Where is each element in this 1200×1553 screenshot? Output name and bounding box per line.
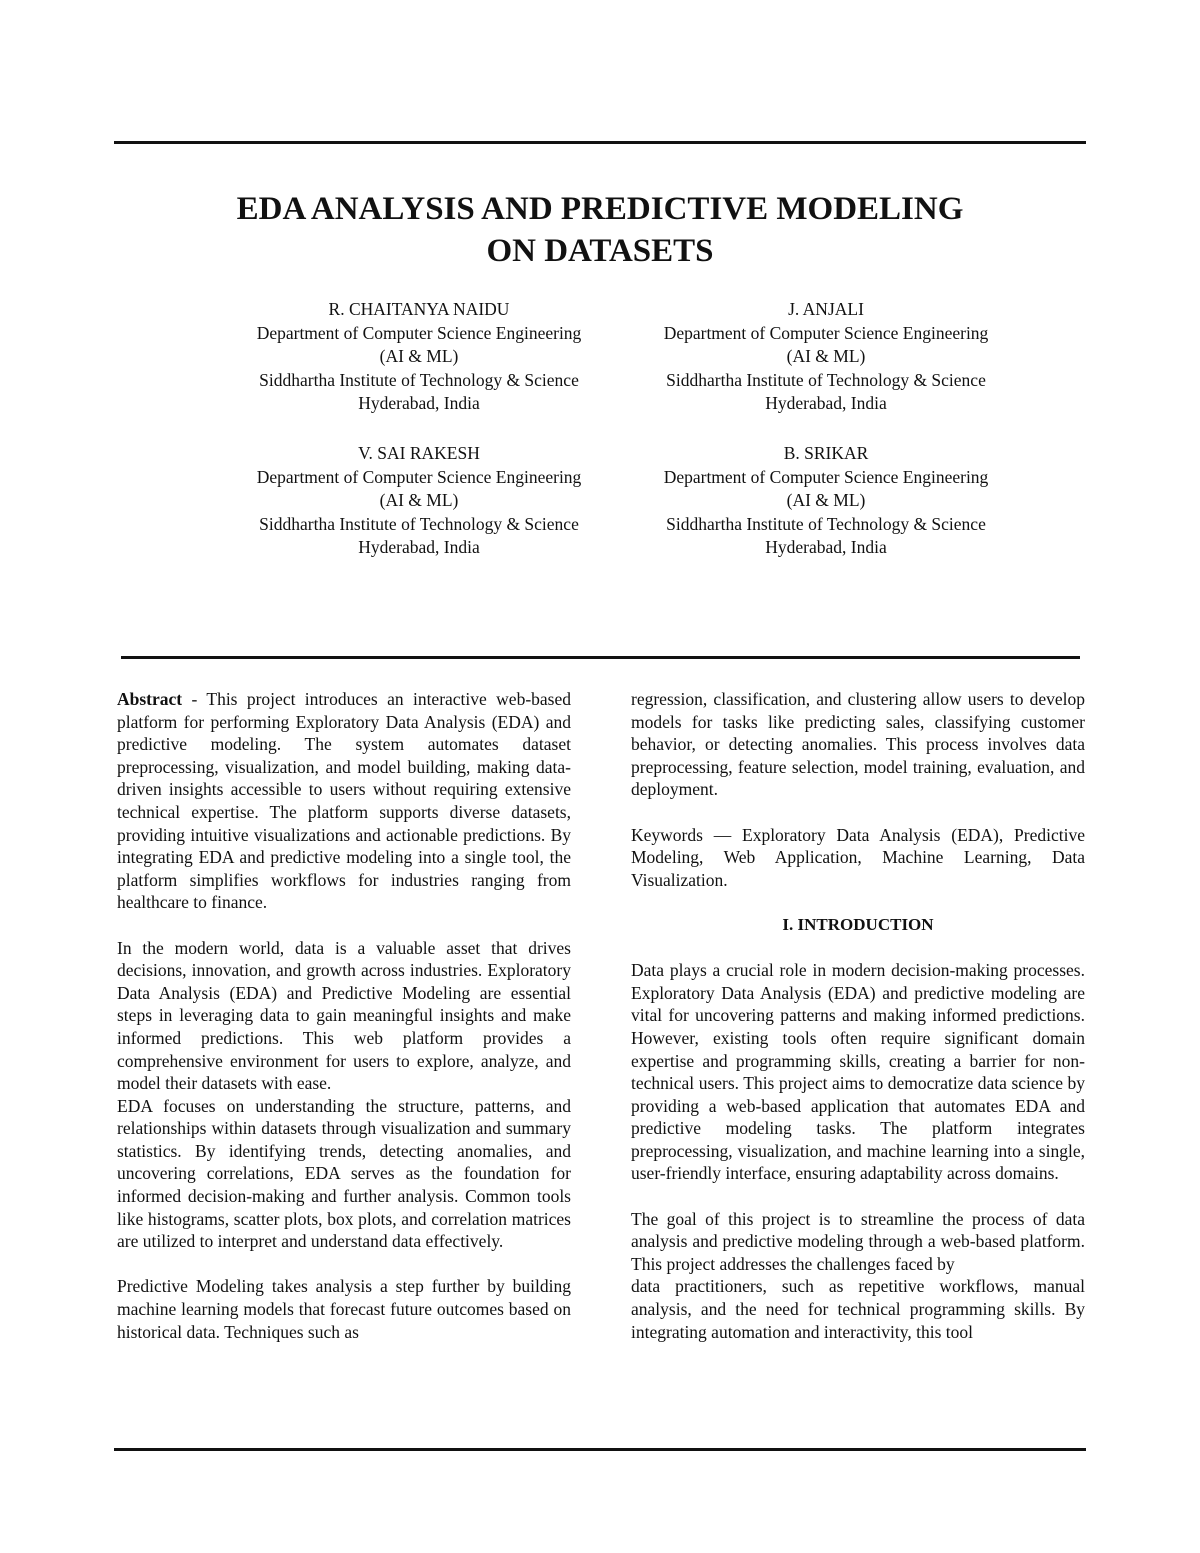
author-specialization: (AI & ML) bbox=[786, 490, 866, 511]
body-paragraph: Data plays a crucial role in modern decision-making processes. Exploratory Data Analysis (EDA) and predictive modeling are vital for uncovering patterns and making informed predictions. However, existing tools often require significant domain expertise and programming skills, creating a barrier for non-technical users. This project aims to democratize data science by providing a web-based application that automates EDA and predictive modeling tasks. The platform integrates preprocessing, visualization, and machine learning into a single, user-friendly interface, ensuring adaptability across domains. bbox=[631, 960, 1085, 1184]
paragraph-gap bbox=[631, 1185, 1085, 1208]
body-paragraph: In the modern world, data is a valuable asset that drives decisions, innovation, and growth across industries. Exploratory Data Analysis (EDA) and Predictive Modeling are essential steps in leveraging data to gain meaningful insights and make informed predictions. This web platform provides a comprehensive environment for users to explore, analyze, and model their datasets with ease. bbox=[117, 937, 571, 1094]
keywords-paragraph: Keywords — Exploratory Data Analysis (EDA), Predictive Modeling, Web Application, Machine Learning, Data Visualization. bbox=[631, 824, 1085, 890]
author-block bbox=[606, 298, 1046, 416]
author-department: Department of Computer Science Engineering bbox=[256, 466, 582, 487]
paragraph-gap bbox=[117, 914, 571, 937]
abstract-paragraph bbox=[117, 688, 571, 914]
body-paragraph: Predictive Modeling takes analysis a step further by building machine learning models that forecast future outcomes based on historical data. Techniques such as bbox=[117, 1276, 571, 1342]
author-block bbox=[199, 298, 639, 416]
body-paragraph: EDA focuses on understanding the structure, patterns, and relationships within datasets through visualization and summary statistics. By identifying trends, detecting anomalies, and uncovering correlations, EDA serves as the foundation for informed decision-making and further analysis. Common tools like histograms, scatter plots, box plots, and correlation matrices are utilized to interpret and understand data effectively. bbox=[117, 1095, 571, 1252]
author-department: Department of Computer Science Engineering bbox=[663, 322, 989, 343]
author-department: Department of Computer Science Engineering bbox=[663, 466, 989, 487]
abstract-text: - This project introduces an interactive web-based platform for performing Exploratory Data Analysis (EDA) and predictive modeling. The system automates dataset preprocessing, visualization, and model building, making data-driven insights accessible to users without requiring extensive technical expertise. The platform supports diverse datasets, providing intuitive visualizations and actionable predictions. By integrating EDA and predictive modeling into a single tool, the platform simplifies workflows for industries ranging from healthcare to finance. bbox=[117, 689, 571, 913]
author-department: Department of Computer Science Engineering bbox=[256, 322, 582, 343]
author-name: V. SAI RAKESH bbox=[358, 443, 480, 463]
author-location: Hyderabad, India bbox=[765, 393, 887, 414]
author-location: Hyderabad, India bbox=[358, 537, 480, 558]
paragraph-gap bbox=[117, 1253, 571, 1276]
author-specialization: (AI & ML) bbox=[379, 346, 459, 367]
body-paragraph: regression, classification, and clustering allow users to develop models for tasks like predicting sales, classifying customer behavior, or detecting anomalies. This process involves data preprocessing, feature selection, model training, evaluation, and deployment. bbox=[631, 689, 1085, 800]
paper-title-line-2: ON DATASETS bbox=[486, 233, 714, 269]
section-divider-rule bbox=[121, 656, 1080, 659]
section-heading-introduction: I. INTRODUCTION bbox=[782, 914, 934, 934]
author-name: R. CHAITANYA NAIDU bbox=[328, 299, 510, 319]
author-institute: Siddhartha Institute of Technology & Science bbox=[666, 369, 986, 390]
author-specialization: (AI & ML) bbox=[786, 346, 866, 367]
paragraph-gap bbox=[631, 937, 1085, 960]
paragraph-gap bbox=[631, 801, 1085, 824]
author-location: Hyderabad, India bbox=[765, 537, 887, 558]
author-name: J. ANJALI bbox=[788, 299, 864, 319]
author-block bbox=[606, 442, 1046, 560]
bottom-rule bbox=[114, 1448, 1086, 1451]
author-name: B. SRIKAR bbox=[783, 443, 869, 463]
author-institute: Siddhartha Institute of Technology & Science bbox=[259, 369, 579, 390]
author-block bbox=[199, 442, 639, 560]
author-institute: Siddhartha Institute of Technology & Science bbox=[666, 513, 986, 534]
abstract-label: Abstract bbox=[117, 689, 183, 709]
paragraph-gap bbox=[631, 891, 1085, 914]
paper-title-line-1: EDA ANALYSIS AND PREDICTIVE MODELING bbox=[236, 191, 964, 227]
author-location: Hyderabad, India bbox=[358, 393, 480, 414]
top-rule bbox=[114, 141, 1086, 144]
right-column bbox=[631, 688, 1085, 1343]
author-specialization: (AI & ML) bbox=[379, 490, 459, 511]
body-paragraph: The goal of this project is to streamline the process of data analysis and predictive modeling through a web-based platform. This project addresses the challenges faced by bbox=[631, 1208, 1085, 1274]
author-institute: Siddhartha Institute of Technology & Science bbox=[259, 513, 579, 534]
body-paragraph: data practitioners, such as repetitive workflows, manual analysis, and the need for technical programming skills. By integrating automation and interactivity, this tool bbox=[631, 1276, 1085, 1342]
left-column bbox=[117, 688, 571, 1343]
